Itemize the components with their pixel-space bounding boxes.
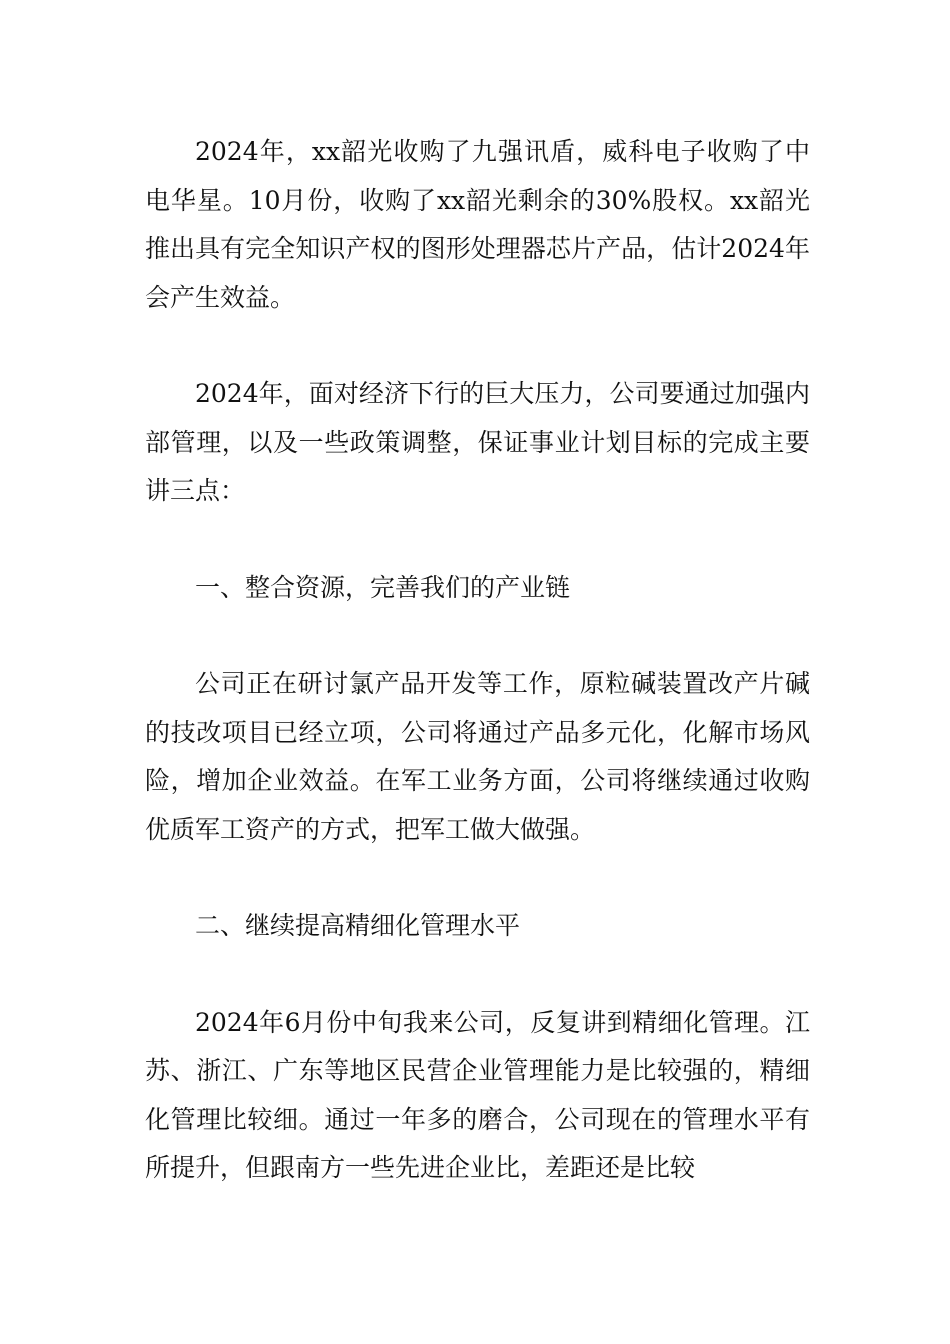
paragraph-acquisitions: 2024年，xx韶光收购了九强讯盾，威科电子收购了中电华星。10月份，收购了xx韶光剩余的30%股权。xx韶光推出具有完全知识产权的图形处理器芯片产品，估计2024年会产生效益。 — [145, 137, 810, 312]
document-body — [145, 128, 810, 1193]
section-heading-1: 一、整合资源，完善我们的产业链 — [195, 572, 571, 602]
paragraph-spacer — [145, 516, 810, 564]
paragraph-spacer — [145, 322, 810, 370]
paragraph-economic-pressure: 2024年，面对经济下行的巨大压力，公司要通过加强内部管理，以及一些政策调整，保证事业计划目标的完成主要讲三点： — [145, 379, 810, 505]
paragraph-product-diversification: 公司正在研讨氯产品开发等工作，原粒碱装置改产片碱的技改项目已经立项，公司将通过产品多元化，化解市场风险，增加企业效益。在军工业务方面，公司将继续通过收购优质军工资产的方式，把军工做大做强。 — [145, 669, 810, 844]
paragraph-spacer — [145, 854, 810, 902]
section-heading-2: 二、继续提高精细化管理水平 — [195, 911, 521, 940]
paragraph-spacer — [145, 951, 810, 999]
paragraph-refined-management: 2024年6月份中旬我来公司，反复讲到精细化管理。江苏、浙江、广东等地区民营企业管理能力是比较强的，精细化管理比较细。通过一年多的磨合，公司现在的管理水平有所提升，但跟南方一些先进企业比，差距还是比较 — [145, 1007, 810, 1182]
paragraph-spacer — [145, 612, 810, 660]
